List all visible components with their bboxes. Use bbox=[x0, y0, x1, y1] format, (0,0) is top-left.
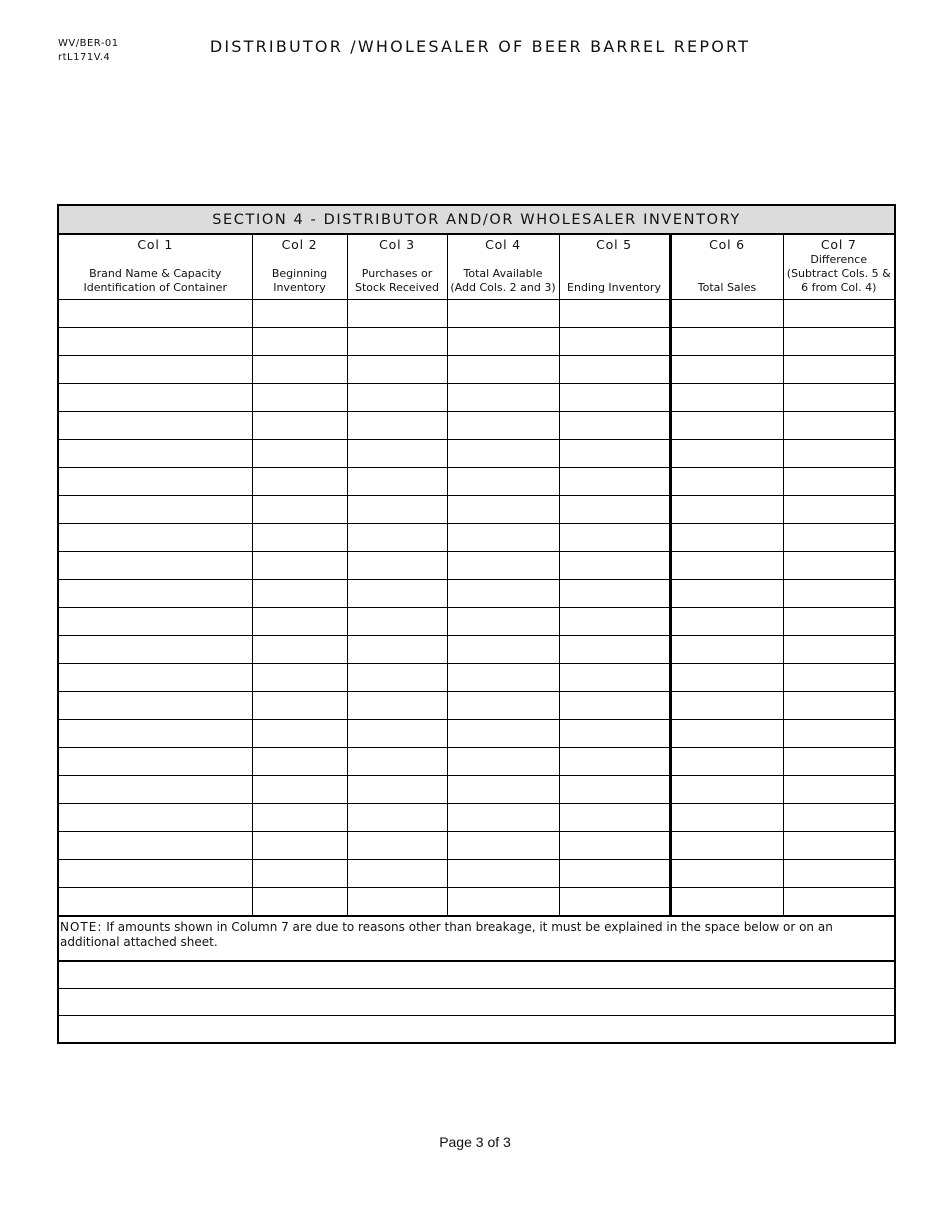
entry-cell-col-6[interactable] bbox=[670, 496, 783, 524]
entry-cell-col-6[interactable] bbox=[670, 328, 783, 356]
entry-cell-col-7[interactable] bbox=[783, 440, 895, 468]
entry-cell-col-7[interactable] bbox=[783, 328, 895, 356]
entry-cell-col-5[interactable] bbox=[559, 524, 670, 552]
entry-cell-col-4[interactable] bbox=[447, 412, 559, 440]
entry-cell-col-5[interactable] bbox=[559, 468, 670, 496]
entry-cell-col-6[interactable] bbox=[670, 860, 783, 888]
entry-cell-col-5[interactable] bbox=[559, 664, 670, 692]
entry-cell-col-6[interactable] bbox=[670, 804, 783, 832]
col-description bbox=[253, 267, 347, 295]
entry-cell-col-3[interactable] bbox=[347, 524, 447, 552]
table-row bbox=[58, 888, 895, 917]
page-number: Page 3 of 3 bbox=[439, 1134, 511, 1150]
col-number: Col 3 bbox=[379, 237, 415, 252]
entry-cell-col-1[interactable] bbox=[58, 552, 252, 580]
col-number: Col 7 bbox=[820, 237, 857, 252]
entry-cell-col-1[interactable] bbox=[58, 328, 252, 356]
entry-cell-col-1[interactable] bbox=[58, 860, 252, 888]
entry-cell-col-3[interactable] bbox=[347, 384, 447, 412]
entry-cell-col-5[interactable] bbox=[559, 776, 670, 804]
entry-cell-col-3[interactable] bbox=[347, 496, 447, 524]
entry-cell-col-4[interactable] bbox=[447, 580, 559, 608]
entry-cell-col-4[interactable] bbox=[447, 720, 559, 748]
entry-cell-col-4[interactable] bbox=[447, 300, 559, 328]
table-row bbox=[58, 608, 895, 636]
entry-cell-col-5[interactable] bbox=[559, 552, 670, 580]
entry-cell-col-3[interactable] bbox=[347, 328, 447, 356]
entry-cell-col-6[interactable] bbox=[670, 720, 783, 748]
note-body: If amounts shown in Column 7 are due to reasons other than breakage, it must be explained in the space below or on an additional attached sheet. bbox=[60, 920, 833, 949]
entry-cell-col-1[interactable] bbox=[58, 776, 252, 804]
entry-cell-col-7[interactable] bbox=[783, 356, 895, 384]
table-row bbox=[58, 832, 895, 860]
section-title: SECTION 4 - DISTRIBUTOR AND/OR WHOLESALER INVENTORY bbox=[58, 205, 895, 234]
entry-cell-col-1[interactable] bbox=[58, 468, 252, 496]
col-number: Col 6 bbox=[709, 237, 745, 252]
entry-cell-col-6[interactable] bbox=[670, 552, 783, 580]
entry-cell-col-1[interactable] bbox=[58, 664, 252, 692]
entry-cell-col-4[interactable] bbox=[447, 664, 559, 692]
entry-cell-col-2[interactable] bbox=[252, 720, 347, 748]
col-description bbox=[448, 267, 559, 295]
entry-cell-col-4[interactable] bbox=[447, 832, 559, 860]
entry-cell-col-6[interactable] bbox=[670, 776, 783, 804]
entry-cell-col-7[interactable] bbox=[783, 748, 895, 776]
table-row bbox=[58, 356, 895, 384]
note-label: NOTE: bbox=[60, 920, 103, 934]
col-number: Col 1 bbox=[137, 237, 174, 252]
entry-cell-col-4[interactable] bbox=[447, 608, 559, 636]
entry-cell-col-6[interactable] bbox=[670, 580, 783, 608]
entry-cell-col-6[interactable] bbox=[670, 440, 783, 468]
col-1-header bbox=[58, 234, 252, 300]
table-row bbox=[58, 776, 895, 804]
entry-cell-col-4[interactable] bbox=[447, 888, 559, 917]
entry-cell-col-2[interactable] bbox=[252, 860, 347, 888]
entry-cell-col-7[interactable] bbox=[783, 384, 895, 412]
col-desc-line: 6 from Col. 4) bbox=[801, 281, 877, 294]
entry-cell-col-5[interactable] bbox=[559, 748, 670, 776]
entry-cell-col-7[interactable] bbox=[783, 412, 895, 440]
table-row bbox=[58, 328, 895, 356]
column-header-row bbox=[58, 234, 895, 300]
entry-cell-col-5[interactable] bbox=[559, 384, 670, 412]
entry-cell-col-4[interactable] bbox=[447, 496, 559, 524]
entry-cell-col-2[interactable] bbox=[252, 748, 347, 776]
entry-cell-col-4[interactable] bbox=[447, 328, 559, 356]
note-text bbox=[58, 916, 895, 961]
table-row bbox=[58, 692, 895, 720]
entry-cell-col-6[interactable] bbox=[670, 608, 783, 636]
col-number: Col 4 bbox=[485, 237, 521, 252]
entry-cell-col-1[interactable] bbox=[58, 356, 252, 384]
entry-cell-col-3[interactable] bbox=[347, 608, 447, 636]
entry-cell-col-6[interactable] bbox=[670, 412, 783, 440]
entry-cell-col-5[interactable] bbox=[559, 888, 670, 917]
entry-cell-col-1[interactable] bbox=[58, 804, 252, 832]
col-desc-line: Total Sales bbox=[697, 281, 757, 294]
entry-cell-col-7[interactable] bbox=[783, 692, 895, 720]
col-desc-line: Difference bbox=[810, 253, 868, 266]
col-desc-line: Brand Name & Capacity bbox=[89, 267, 222, 280]
entry-cell-col-2[interactable] bbox=[252, 300, 347, 328]
entry-cell-col-2[interactable] bbox=[252, 636, 347, 664]
entry-cell-col-5[interactable] bbox=[559, 636, 670, 664]
entry-cell-col-3[interactable] bbox=[347, 300, 447, 328]
entry-cell-col-1[interactable] bbox=[58, 748, 252, 776]
entry-cell-col-5[interactable] bbox=[559, 860, 670, 888]
entry-cell-col-7[interactable] bbox=[783, 468, 895, 496]
entry-cell-col-5[interactable] bbox=[559, 692, 670, 720]
col-number: Col 2 bbox=[281, 237, 318, 252]
entry-cell-col-1[interactable] bbox=[58, 636, 252, 664]
explanation-line[interactable] bbox=[58, 961, 895, 989]
form-revision: rtL171V.4 bbox=[58, 52, 111, 63]
col-description bbox=[672, 281, 783, 295]
col-desc-line: Beginning bbox=[271, 267, 328, 280]
entry-cell-col-4[interactable] bbox=[447, 356, 559, 384]
inventory-rows bbox=[58, 300, 895, 917]
table-row bbox=[58, 300, 895, 328]
col-desc-line: Stock Received bbox=[355, 281, 439, 294]
entry-cell-col-3[interactable] bbox=[347, 552, 447, 580]
entry-cell-col-2[interactable] bbox=[252, 832, 347, 860]
entry-cell-col-3[interactable] bbox=[347, 664, 447, 692]
col-desc-line: (Subtract Cols. 5 & bbox=[786, 267, 891, 280]
entry-cell-col-1[interactable] bbox=[58, 496, 252, 524]
table-row bbox=[58, 664, 895, 692]
col-number: Col 5 bbox=[596, 237, 632, 252]
entry-cell-col-5[interactable] bbox=[559, 412, 670, 440]
entry-cell-col-1[interactable] bbox=[58, 692, 252, 720]
col-5-header bbox=[559, 234, 670, 300]
table-row bbox=[58, 580, 895, 608]
entry-cell-col-2[interactable] bbox=[252, 804, 347, 832]
col-4-header bbox=[447, 234, 559, 300]
table-row bbox=[58, 860, 895, 888]
entry-cell-col-1[interactable] bbox=[58, 720, 252, 748]
entry-cell-col-3[interactable] bbox=[347, 748, 447, 776]
entry-cell-col-4[interactable] bbox=[447, 692, 559, 720]
entry-cell-col-4[interactable] bbox=[447, 468, 559, 496]
entry-cell-col-1[interactable] bbox=[58, 580, 252, 608]
entry-cell-col-7[interactable] bbox=[783, 608, 895, 636]
entry-cell-col-6[interactable] bbox=[670, 832, 783, 860]
col-description bbox=[348, 267, 447, 295]
entry-cell-col-7[interactable] bbox=[783, 804, 895, 832]
page-title: DISTRIBUTOR /WHOLESALER OF BEER BARREL REPORT bbox=[209, 37, 751, 56]
entry-cell-col-1[interactable] bbox=[58, 440, 252, 468]
entry-cell-col-3[interactable] bbox=[347, 580, 447, 608]
entry-cell-col-2[interactable] bbox=[252, 328, 347, 356]
form-code: WV/BER-01 bbox=[58, 38, 119, 49]
entry-cell-col-7[interactable] bbox=[783, 552, 895, 580]
entry-cell-col-5[interactable] bbox=[559, 720, 670, 748]
entry-cell-col-4[interactable] bbox=[447, 804, 559, 832]
entry-cell-col-6[interactable] bbox=[670, 888, 783, 917]
col-desc-line: Identification of Container bbox=[83, 281, 227, 294]
entry-cell-col-3[interactable] bbox=[347, 888, 447, 917]
entry-cell-col-2[interactable] bbox=[252, 552, 347, 580]
explanation-line[interactable] bbox=[58, 989, 895, 1016]
entry-cell-col-3[interactable] bbox=[347, 860, 447, 888]
entry-cell-col-4[interactable] bbox=[447, 440, 559, 468]
entry-cell-col-2[interactable] bbox=[252, 524, 347, 552]
table-row bbox=[58, 524, 895, 552]
table-row bbox=[58, 468, 895, 496]
entry-cell-col-3[interactable] bbox=[347, 356, 447, 384]
entry-cell-col-6[interactable] bbox=[670, 524, 783, 552]
entry-cell-col-1[interactable] bbox=[58, 888, 252, 917]
col-desc-line: Purchases or bbox=[361, 267, 433, 280]
entry-cell-col-5[interactable] bbox=[559, 804, 670, 832]
entry-cell-col-4[interactable] bbox=[447, 776, 559, 804]
table-row bbox=[58, 384, 895, 412]
entry-cell-col-5[interactable] bbox=[559, 832, 670, 860]
table-row bbox=[58, 720, 895, 748]
entry-cell-col-4[interactable] bbox=[447, 552, 559, 580]
entry-cell-col-7[interactable] bbox=[783, 720, 895, 748]
explanation-line[interactable] bbox=[58, 1016, 895, 1044]
entry-cell-col-1[interactable] bbox=[58, 524, 252, 552]
entry-cell-col-1[interactable] bbox=[58, 384, 252, 412]
entry-cell-col-5[interactable] bbox=[559, 356, 670, 384]
entry-cell-col-6[interactable] bbox=[670, 692, 783, 720]
entry-cell-col-7[interactable] bbox=[783, 496, 895, 524]
entry-cell-col-3[interactable] bbox=[347, 468, 447, 496]
table-row bbox=[58, 496, 895, 524]
col-desc-line: Ending Inventory bbox=[567, 281, 661, 294]
col-description bbox=[560, 281, 669, 295]
entry-cell-col-3[interactable] bbox=[347, 440, 447, 468]
entry-cell-col-7[interactable] bbox=[783, 636, 895, 664]
entry-cell-col-2[interactable] bbox=[252, 776, 347, 804]
col-2-header bbox=[252, 234, 347, 300]
entry-cell-col-2[interactable] bbox=[252, 468, 347, 496]
entry-cell-col-6[interactable] bbox=[670, 636, 783, 664]
entry-cell-col-4[interactable] bbox=[447, 860, 559, 888]
col-description bbox=[784, 253, 895, 295]
entry-cell-col-4[interactable] bbox=[447, 748, 559, 776]
entry-cell-col-5[interactable] bbox=[559, 580, 670, 608]
col-3-header bbox=[347, 234, 447, 300]
entry-cell-col-5[interactable] bbox=[559, 440, 670, 468]
entry-cell-col-1[interactable] bbox=[58, 412, 252, 440]
entry-cell-col-1[interactable] bbox=[58, 608, 252, 636]
entry-cell-col-2[interactable] bbox=[252, 580, 347, 608]
entry-cell-col-3[interactable] bbox=[347, 804, 447, 832]
entry-cell-col-7[interactable] bbox=[783, 580, 895, 608]
entry-cell-col-6[interactable] bbox=[670, 300, 783, 328]
entry-cell-col-7[interactable] bbox=[783, 776, 895, 804]
entry-cell-col-7[interactable] bbox=[783, 888, 895, 917]
entry-cell-col-2[interactable] bbox=[252, 608, 347, 636]
table-row bbox=[58, 552, 895, 580]
entry-cell-col-2[interactable] bbox=[252, 412, 347, 440]
col-description bbox=[59, 267, 252, 295]
entry-cell-col-2[interactable] bbox=[252, 888, 347, 917]
table-row bbox=[58, 748, 895, 776]
entry-cell-col-4[interactable] bbox=[447, 524, 559, 552]
entry-cell-col-3[interactable] bbox=[347, 412, 447, 440]
entry-cell-col-6[interactable] bbox=[670, 468, 783, 496]
entry-cell-col-2[interactable] bbox=[252, 496, 347, 524]
entry-cell-col-6[interactable] bbox=[670, 356, 783, 384]
col-desc-line: Inventory bbox=[273, 281, 326, 294]
entry-cell-col-1[interactable] bbox=[58, 832, 252, 860]
col-7-header bbox=[783, 234, 895, 300]
col-desc-line: Total Available bbox=[463, 267, 543, 280]
col-desc-line: (Add Cols. 2 and 3) bbox=[450, 281, 556, 294]
table-row bbox=[58, 636, 895, 664]
col-6-header bbox=[670, 234, 783, 300]
table-row bbox=[58, 440, 895, 468]
entry-cell-col-7[interactable] bbox=[783, 832, 895, 860]
entry-cell-col-7[interactable] bbox=[783, 860, 895, 888]
entry-cell-col-5[interactable] bbox=[559, 328, 670, 356]
entry-cell-col-2[interactable] bbox=[252, 384, 347, 412]
entry-cell-col-3[interactable] bbox=[347, 692, 447, 720]
entry-cell-col-6[interactable] bbox=[670, 664, 783, 692]
entry-cell-col-2[interactable] bbox=[252, 356, 347, 384]
inventory-table bbox=[57, 204, 896, 1044]
entry-cell-col-7[interactable] bbox=[783, 300, 895, 328]
entry-cell-col-5[interactable] bbox=[559, 608, 670, 636]
entry-cell-col-7[interactable] bbox=[783, 664, 895, 692]
table-row bbox=[58, 412, 895, 440]
entry-cell-col-3[interactable] bbox=[347, 636, 447, 664]
entry-cell-col-2[interactable] bbox=[252, 664, 347, 692]
entry-cell-col-3[interactable] bbox=[347, 776, 447, 804]
entry-cell-col-6[interactable] bbox=[670, 384, 783, 412]
entry-cell-col-6[interactable] bbox=[670, 748, 783, 776]
entry-cell-col-3[interactable] bbox=[347, 832, 447, 860]
entry-cell-col-4[interactable] bbox=[447, 636, 559, 664]
entry-cell-col-7[interactable] bbox=[783, 524, 895, 552]
entry-cell-col-1[interactable] bbox=[58, 300, 252, 328]
table-row bbox=[58, 804, 895, 832]
entry-cell-col-2[interactable] bbox=[252, 692, 347, 720]
entry-cell-col-3[interactable] bbox=[347, 720, 447, 748]
entry-cell-col-2[interactable] bbox=[252, 440, 347, 468]
entry-cell-col-5[interactable] bbox=[559, 300, 670, 328]
entry-cell-col-4[interactable] bbox=[447, 384, 559, 412]
entry-cell-col-5[interactable] bbox=[559, 496, 670, 524]
